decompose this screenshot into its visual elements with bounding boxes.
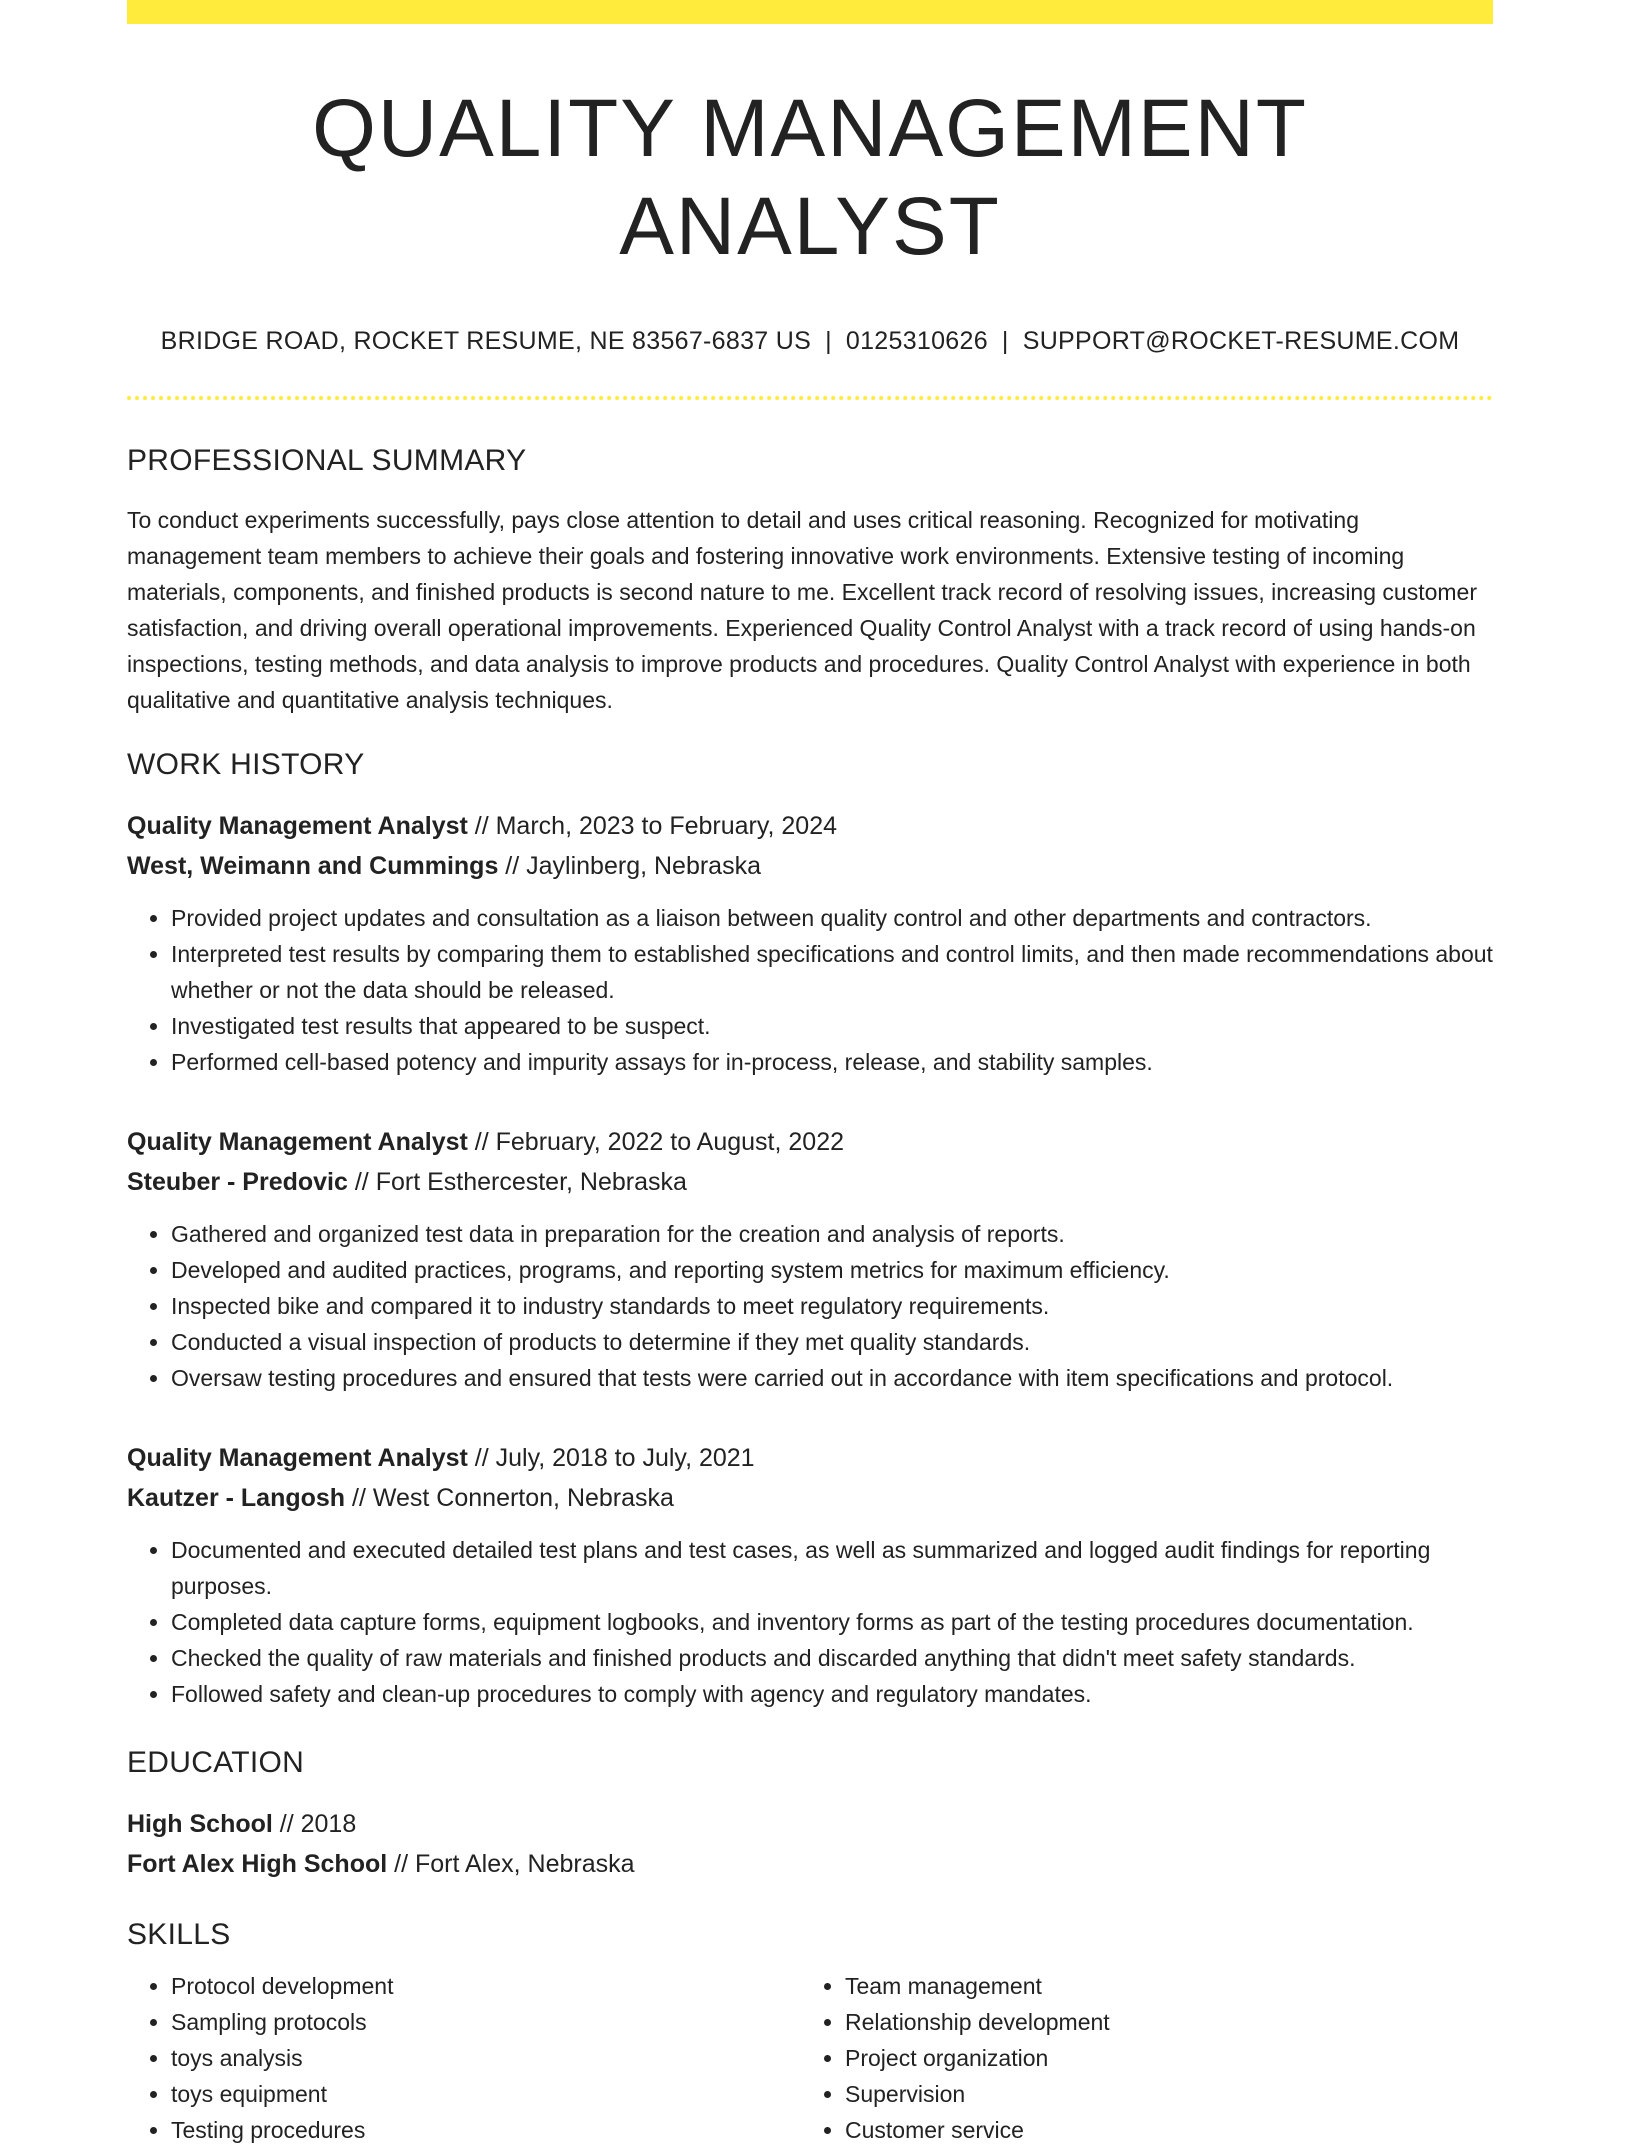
work-history-heading: WORK HISTORY <box>127 747 365 781</box>
job-bullets <box>127 1216 1493 1396</box>
contact-line <box>127 327 1493 356</box>
list-item: • Team management <box>845 1968 1475 2004</box>
top-accent-bar <box>127 0 1493 24</box>
skills-left-list <box>127 1968 801 2148</box>
list-item: • Sampling protocols <box>171 2004 801 2040</box>
education-location: // Fort Alex, Nebraska <box>387 1849 635 1878</box>
job-dates: // July, 2018 to July, 2021 <box>467 1443 755 1472</box>
job-company: Steuber - Predovic <box>127 1167 348 1196</box>
list-item: • toys analysis <box>171 2040 801 2076</box>
list-item: • Developed and audited practices, programs, and reporting system metrics for maximum efficiency. <box>171 1252 1493 1288</box>
education-year: // 2018 <box>272 1809 357 1838</box>
list-item: • Gathered and organized test data in preparation for the creation and analysis of reports. <box>171 1216 1493 1252</box>
education-degree: High School <box>127 1809 273 1838</box>
job-role: Quality Management Analyst <box>127 1127 468 1156</box>
list-item: • Documented and executed detailed test plans and test cases, as well as summarized and logged audit findings for reporting purposes. <box>171 1532 1493 1604</box>
contact-address: BRIDGE ROAD, ROCKET RESUME, NE 83567-6837 US <box>160 326 812 355</box>
job-dates: // February, 2022 to August, 2022 <box>467 1127 844 1156</box>
education-entry <box>127 1804 1493 1884</box>
list-item: • Checked the quality of raw materials and finished products and discarded anything that didn't meet safety standards. <box>171 1640 1493 1676</box>
contact-phone: 0125310626 <box>845 326 988 355</box>
education-school: Fort Alex High School <box>127 1849 388 1878</box>
list-item: • Oversaw testing procedures and ensured that tests were carried out in accordance with item specifications and protocol. <box>171 1360 1493 1396</box>
list-item: • toys equipment <box>171 2076 801 2112</box>
list-item: • Conducted a visual inspection of products to determine if they met quality standards. <box>171 1324 1493 1360</box>
contact-separator: | <box>1001 326 1009 355</box>
education-degree-line <box>127 1804 1493 1844</box>
resume-name-title: QUALITY MANAGEMENT ANALYST <box>312 83 1308 273</box>
job-entry <box>127 1122 1493 1396</box>
list-item: • Relationship development <box>845 2004 1475 2040</box>
list-item: • Protocol development <box>171 1968 801 2004</box>
list-item: • Completed data capture forms, equipment logbooks, and inventory forms as part of the testing procedures documentation. <box>171 1604 1493 1640</box>
job-company: West, Weimann and Cummings <box>127 851 499 880</box>
job-bullets <box>127 1532 1493 1712</box>
job-bullets <box>127 900 1493 1080</box>
education-school-line <box>127 1844 1493 1884</box>
job-role-line <box>127 1122 1493 1162</box>
list-item: • Provided project updates and consultation as a liaison between quality control and other departments and contractors. <box>171 900 1493 936</box>
list-item: • Supervision <box>845 2076 1475 2112</box>
job-role-line <box>127 806 1493 846</box>
skills-columns <box>127 1968 1493 2148</box>
job-role: Quality Management Analyst <box>127 1443 468 1472</box>
contact-separator: | <box>825 326 832 355</box>
skills-right-list <box>801 1968 1475 2148</box>
list-item: • Interpreted test results by comparing them to established specifications and control limits, and then made recommendations about whether or not the data should be released. <box>171 936 1493 1008</box>
list-item: • Customer service <box>845 2112 1475 2148</box>
job-company: Kautzer - Langosh <box>127 1483 346 1512</box>
job-location: // Jaylinberg, Nebraska <box>498 851 761 880</box>
job-location: // Fort Esthercester, Nebraska <box>347 1167 687 1196</box>
list-item: • Project organization <box>845 2040 1475 2076</box>
job-role: Quality Management Analyst <box>127 811 468 840</box>
dotted-divider <box>127 396 1493 400</box>
job-location: // West Connerton, Nebraska <box>345 1483 674 1512</box>
skills-heading: SKILLS <box>127 1917 231 1951</box>
summary-paragraph: To conduct experiments successfully, pays close attention to detail and uses critical reasoning. Recognized for motivating management team members to achieve their goals and fostering innovative work environments. Extensive testing of incoming materials, components, and finished products is second nature to me. Excellent track record of resolving issues, increasing customer satisfaction, and driving overall operational improvements. Experienced Quality Control Analyst with a track record of using hands-on inspections, testing methods, and data analysis to improve products and procedures. Quality Control Analyst with experience in both qualitative and quantitative analysis techniques. <box>127 506 1477 713</box>
list-item: • Inspected bike and compared it to industry standards to meet regulatory requirements. <box>171 1288 1493 1324</box>
contact-email: SUPPORT@ROCKET-RESUME.COM <box>1022 326 1460 355</box>
resume-page <box>127 0 1493 2148</box>
job-company-line <box>127 846 1493 886</box>
list-item: • Followed safety and clean-up procedures to comply with agency and regulatory mandates. <box>171 1676 1493 1712</box>
job-entry <box>127 1438 1493 1712</box>
job-company-line <box>127 1162 1493 1202</box>
list-item: • Testing procedures <box>171 2112 801 2148</box>
list-item: • Performed cell-based potency and impurity assays for in-process, release, and stability samples. <box>171 1044 1493 1080</box>
job-role-line <box>127 1438 1493 1478</box>
job-company-line <box>127 1478 1493 1518</box>
job-dates: // March, 2023 to February, 2024 <box>467 811 838 840</box>
list-item: • Investigated test results that appeared to be suspect. <box>171 1008 1493 1044</box>
education-heading: EDUCATION <box>127 1745 305 1779</box>
summary-heading: PROFESSIONAL SUMMARY <box>127 443 527 477</box>
job-entry <box>127 806 1493 1080</box>
